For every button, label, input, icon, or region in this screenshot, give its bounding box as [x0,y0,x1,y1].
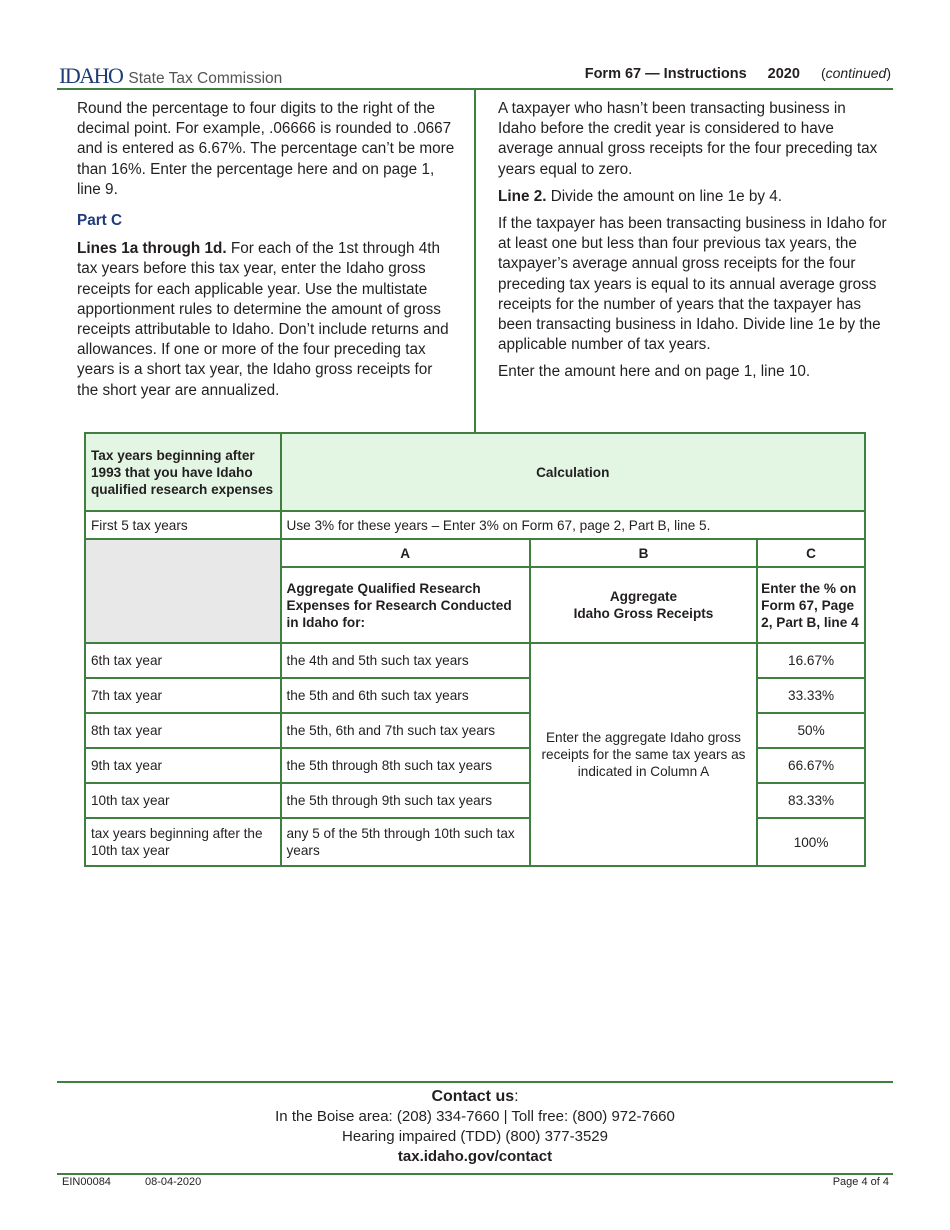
column-letter-row [85,539,865,567]
tax-year-cell: 10th tax year [85,783,281,818]
first-5-years-label: First 5 tax years [85,511,281,539]
page-header [57,60,893,90]
column-b-merged-cell: Enter the aggregate Idaho gross receipts for the same tax years as indicated in Column A [530,643,757,866]
table-row [85,643,865,678]
contact-title-colon: : [514,1088,519,1105]
column-c-cell: 100% [757,818,865,866]
line-2-label: Line 2. [498,187,547,205]
first-5-years-text: Use 3% for these years – Enter 3% on Form 67, page 2, Part B, line 5. [281,511,866,539]
part-c-heading: Part C [77,212,123,230]
enter-amount-paragraph: Enter the amount here and on page 1, line 10. [498,363,811,381]
tdd-phone-line: Hearing impaired (TDD) (800) 377-3529 [342,1128,608,1145]
column-a-letter: A [281,539,530,567]
contact-url-link[interactable]: tax.idaho.gov/contact [397,1148,553,1165]
column-a-cell: the 5th, 6th and 7th such tax years [281,713,530,748]
tax-year-cell: 9th tax year [85,748,281,783]
form-date: 08-04-2020 [145,1176,202,1188]
column-c-cell: 33.33% [757,678,865,713]
lines-1a-1d-paragraph [77,239,457,401]
blank-gray-cell [85,539,281,643]
column-a-heading: Aggregate Qualified Research Expenses for Research Conducted in Idaho for: [281,567,530,643]
column-c-cell: 16.67% [757,643,865,678]
contact-title-text: Contact us [431,1088,515,1105]
column-c-cell: 50% [757,713,865,748]
column-b-heading-line2: Idaho Gross Receipts [573,606,714,621]
lines-1a-1d-text: For each of the 1st through 4th tax years before this tax year, enter the Idaho gross receipts for each applicable year. Use the multistate apportionment rules to determine the amount of gross receipts attributable to Idaho. Don’t include returns and allowances. If one or more of the four preceding tax years is a short tax year, the Idaho gross receipts for the short year are annualized. [77,240,449,399]
tax-year-cell: 6th tax year [85,643,281,678]
rounding-paragraph: Round the percentage to four digits to the right of the decimal point. For example, .06666 is rounded to .0667 and is entered as 6.67%. The percentage can’t be more than 16%. Enter the percentage here and on page 1, line 9. [77,100,455,198]
column-c-letter: C [757,539,865,567]
right-column [498,99,888,390]
form-year: 2020 [767,66,800,82]
logo-subtitle: State Tax Commission [128,70,283,87]
tax-years-header: Tax years beginning after 1993 that you have Idaho qualified research expenses [85,433,281,511]
column-c-heading: Enter the % on Form 67, Page 2, Part B, line 4 [757,567,865,643]
line-2-text: Divide the amount on line 1e by 4. [546,187,783,205]
page-number: Page 4 of 4 [832,1176,889,1188]
column-a-cell: any 5 of the 5th through 10th such tax years [281,818,530,866]
footer-divider-bottom [57,1173,893,1175]
column-c-cell: 83.33% [757,783,865,818]
column-a-cell: the 5th through 8th such tax years [281,748,530,783]
continued-note: (continued) [820,65,891,81]
zero-receipts-paragraph: A taxpayer who hasn’t been transacting business in Idaho before the credit year is considered to have average annual gross receipts for the four preceding tax years equal to zero. [498,100,878,178]
table-header-row [85,433,865,511]
column-divider [474,90,476,433]
tax-year-cell: 7th tax year [85,678,281,713]
calculation-header: Calculation [281,433,866,511]
footer-divider-top [57,1081,893,1083]
calculation-table [84,432,866,867]
partial-years-paragraph: If the taxpayer has been transacting business in Idaho for at least one but less than four previous tax years, the taxpayer’s average annual gross receipts for the four preceding tax years is equal to its annual average gross receipts for the number of years that the taxpayer has been transacting business in Idaho. Divide line 1e by the applicable number of tax years. [498,215,887,354]
tax-year-cell: 8th tax year [85,713,281,748]
column-a-cell: the 5th and 6th such tax years [281,678,530,713]
logo-wordmark: IDAHO [59,63,123,88]
left-column [77,99,457,408]
column-c-cell: 66.67% [757,748,865,783]
contact-title [57,1087,893,1107]
column-a-cell: the 4th and 5th such tax years [281,643,530,678]
column-b-letter: B [530,539,757,567]
line-2-paragraph [498,187,888,207]
column-b-heading-line1: Aggregate [609,589,678,604]
form-id: EIN00084 [62,1176,111,1188]
boise-phone-line: In the Boise area: (208) 334-7660 | Toll free: (800) 972-7660 [275,1108,675,1125]
lines-1a-1d-label: Lines 1a through 1d. [77,240,227,258]
continued-text: continued [825,65,887,81]
idaho-logo [59,63,282,89]
contact-footer [57,1087,893,1167]
header-form-info [585,65,891,82]
column-b-heading [530,567,757,643]
form-title: Form 67 — Instructions [584,66,747,82]
column-a-cell: the 5th through 9th such tax years [281,783,530,818]
first-5-years-row [85,511,865,539]
tax-year-cell: tax years beginning after the 10th tax year [85,818,281,866]
